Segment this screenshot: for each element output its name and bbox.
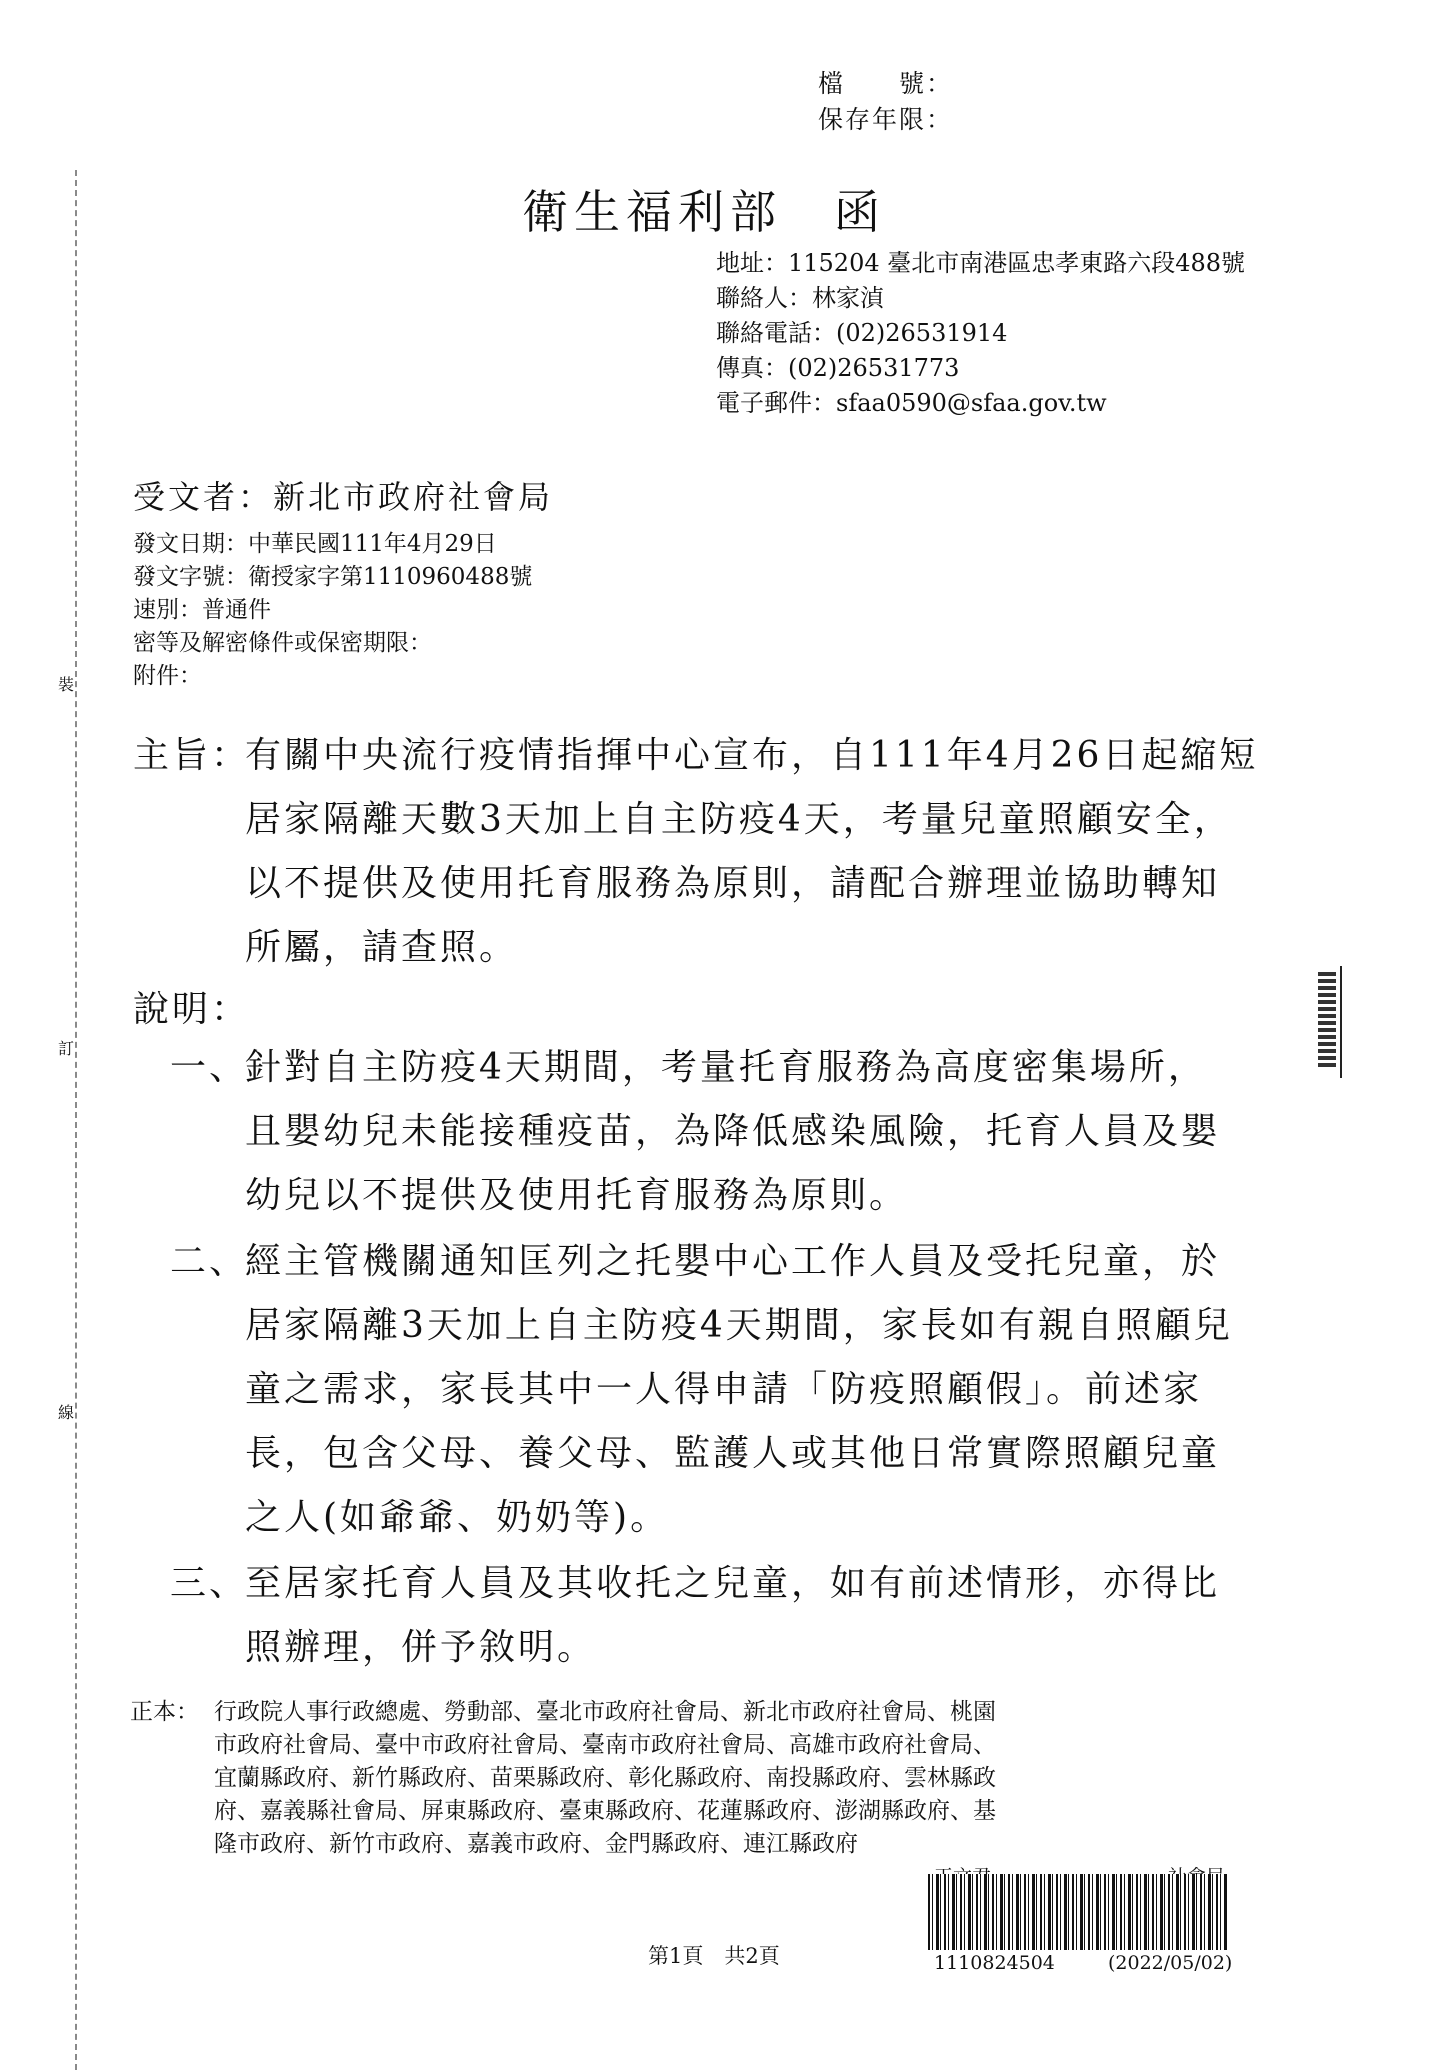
cc-line: 隆市政府、新竹市政府、嘉義市政府、金門縣政府、連江縣政府 [214,1831,858,1857]
cc-label: 正本： [130,1699,199,1725]
recipient: 受文者：新北市政府社會局 [133,478,554,516]
explanation-item-number: 二、 [170,1241,249,1282]
explanation-item-line: 針對自主防疫4天期間，考量托育服務為高度密集場所， [245,1047,1207,1088]
barcode-number: 1110824504 [934,1952,1055,1974]
explanation-item-line: 幼兒以不提供及使用托育服務為原則。 [245,1175,909,1216]
explanation-item-line: 且嬰幼兒未能接種疫苗，為降低感染風險，托育人員及嬰 [245,1111,1221,1152]
explanation-item-line: 經主管機關通知匡列之托嬰中心工作人員及受托兒童，於 [245,1241,1221,1282]
explanation-item-line: 童之需求，家長其中一人得申請「防疫照顧假」。前述家 [245,1369,1203,1410]
subject-label: 主旨： [133,735,251,776]
subject-line: 居家隔離天數3天加上自主防疫4天，考量兒童照顧安全， [245,799,1233,840]
contact-email: 電子郵件：sfaa0590@sfaa.gov.tw [716,389,1107,417]
contact-fax: 傳真：(02)26531773 [716,354,960,382]
margin-seal-pattern [1318,972,1336,1068]
explanation-item-line: 之人(如爺爺、奶奶等)。 [245,1497,670,1538]
explanation-item-line: 長，包含父母、養父母、監護人或其他日常實際照顧兒童 [245,1433,1221,1474]
binding-line [75,170,77,2070]
document-barcode [928,1874,1228,1950]
contact-phone: 聯絡電話：(02)26531914 [716,319,1008,347]
send-speed: 速別：普通件 [133,597,271,623]
explanation-item-line: 居家隔離3天加上自主防疫4天期間，家長如有親自照顧兒 [245,1305,1233,1346]
send-number: 發文字號：衛授家字第1110960488號 [133,564,533,590]
contact-person: 聯絡人：林家湞 [716,284,884,312]
explanation-item-line: 至居家托育人員及其收托之兒童，如有前述情形，亦得比 [245,1563,1221,1604]
subject-line: 所屬，請查照。 [245,927,519,968]
file-number-label: 檔 號： [818,69,954,98]
send-date: 發文日期：中華民國111年4月29日 [133,531,497,557]
binding-mark-ding: 訂 [58,1039,75,1058]
page-number: 第1頁 共2頁 [648,1944,780,1968]
cc-line: 行政院人事行政總處、勞動部、臺北市政府社會局、新北市政府社會局、桃園 [214,1699,996,1725]
cc-line: 宜蘭縣政府、新竹縣政府、苗栗縣政府、彰化縣政府、南投縣政府、雲林縣政 [214,1765,996,1791]
explanation-item-line: 照辦理，併予敘明。 [245,1627,597,1668]
contact-address: 地址：115204 臺北市南港區忠孝東路六段488號 [716,249,1246,277]
send-secrecy: 密等及解密條件或保密期限： [133,630,432,656]
explanation-item-number: 一、 [170,1047,249,1088]
barcode-date: (2022/05/02) [1108,1952,1233,1974]
explanation-label: 說明： [133,989,251,1030]
binding-mark-xian: 線 [58,1403,75,1422]
retention-period-label: 保存年限： [818,105,954,134]
explanation-item-number: 三、 [170,1563,249,1604]
subject-line: 以不提供及使用托育服務為原則，請配合辦理並協助轉知 [245,863,1221,904]
cc-line: 市政府社會局、臺中市政府社會局、臺南市政府社會局、高雄市政府社會局、 [214,1732,996,1758]
binding-mark-zhuang: 裝 [58,675,75,694]
send-attachment: 附件： [133,663,202,689]
document-title: 衛生福利部 函 [522,185,886,239]
subject-line: 有關中央流行疫情指揮中心宣布，自111年4月26日起縮短 [245,735,1259,776]
cc-line: 府、嘉義縣社會局、屏東縣政府、臺東縣政府、花蓮縣政府、澎湖縣政府、基 [214,1798,996,1824]
